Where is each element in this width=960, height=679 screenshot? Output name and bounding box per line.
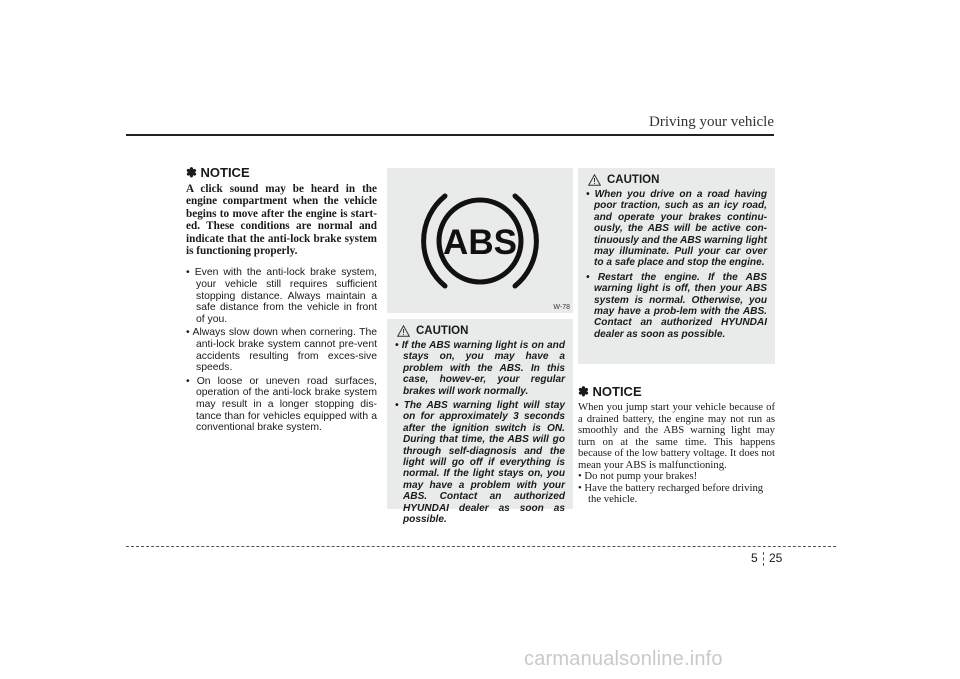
caution-title: CAUTION <box>416 325 469 337</box>
notice-title: ✽ NOTICE <box>578 384 642 399</box>
warning-triangle-icon <box>588 174 601 186</box>
abs-figure <box>387 168 573 313</box>
list-item: • Have the battery recharged before driving the vehicle. <box>578 483 775 506</box>
caution-box <box>387 319 573 526</box>
list-item: • The ABS warning light will stay on for approximately 3 seconds after the ignition switch is ON. During that time, the ABS will go through self-diagnosis and the light will go off if everything is normal. If the light stays on, you may have a problem with your ABS. Contact an authorized HYUNDAI dealer as soon as possible. <box>395 400 565 525</box>
caution-title: CAUTION <box>607 174 660 186</box>
notice-title: ✽ NOTICE <box>186 165 250 180</box>
watermark: carmanualsonline.info <box>524 648 723 670</box>
figure-code: W-78 <box>553 304 570 311</box>
list-item: • Always slow down when cornering. The anti-lock brake system cannot pre-vent accidents resulting from exces-sive speeds. <box>186 327 377 373</box>
middle-column <box>387 168 573 526</box>
list-item: • Do not pump your brakes! <box>578 471 775 483</box>
footer-rule <box>126 546 836 547</box>
list-item: • Restart the engine. If the ABS warning light is off, then your ABS system is normal. Otherwise, you may have a prob-lem with the ABS. Contact an authorized HYUNDAI dealer as soon as possible. <box>586 272 767 340</box>
notice-intro: When you jump start your vehicle because of a drained battery, the engine may not run as smoothly and the ABS warning light may turn on at the same time. This happens because of the low battery voltage. It does not mean your ABS is malfunctioning. <box>578 401 775 471</box>
section-title: Driving your vehicle <box>649 114 774 130</box>
list-item: • If the ABS warning light is on and stays on, you may have a problem with the ABS. In this case, howev-er, your regular brakes will work normally. <box>395 340 565 397</box>
list-item: • Even with the anti-lock brake system, your vehicle still requires sufficient stopping distance. Always maintain a safe distance from the vehicle in front of you. <box>186 267 377 325</box>
abs-icon-label: ABS <box>443 223 517 262</box>
notice-bullets <box>186 267 377 433</box>
notice-intro: A click sound may be heard in the engine compartment when the vehicle begins to move after the engine is start-ed. These conditions are normal and indicate that the anti-lock brake system is functioning properly. <box>186 183 377 258</box>
caution-box <box>578 168 775 364</box>
abs-warning-icon <box>387 168 573 313</box>
caution-header <box>395 325 565 337</box>
notice-block <box>578 384 775 506</box>
header-rule <box>126 134 774 136</box>
caution-bullets <box>586 189 767 340</box>
right-column <box>578 168 775 506</box>
page-divider <box>763 552 764 566</box>
warning-triangle-icon <box>397 325 410 337</box>
caution-header <box>586 174 767 186</box>
page-number <box>751 551 791 569</box>
list-item: • When you drive on a road having poor traction, such as an icy road, and operate your brakes continu-ously, the ABS will be active con-tinuously and the ABS warning light may illuminate. Pull your car over to a safe place and stop the engine. <box>586 189 767 269</box>
chapter-number: 5 <box>751 551 758 565</box>
page-number-value: 25 <box>769 551 783 565</box>
notice-bullets <box>578 471 775 506</box>
left-column <box>186 165 377 436</box>
list-item: • On loose or uneven road surfaces, operation of the anti-lock brake system may result in a longer stopping dis-tance than for vehicles equipped with a conventional brake system. <box>186 376 377 434</box>
caution-bullets <box>395 340 565 526</box>
